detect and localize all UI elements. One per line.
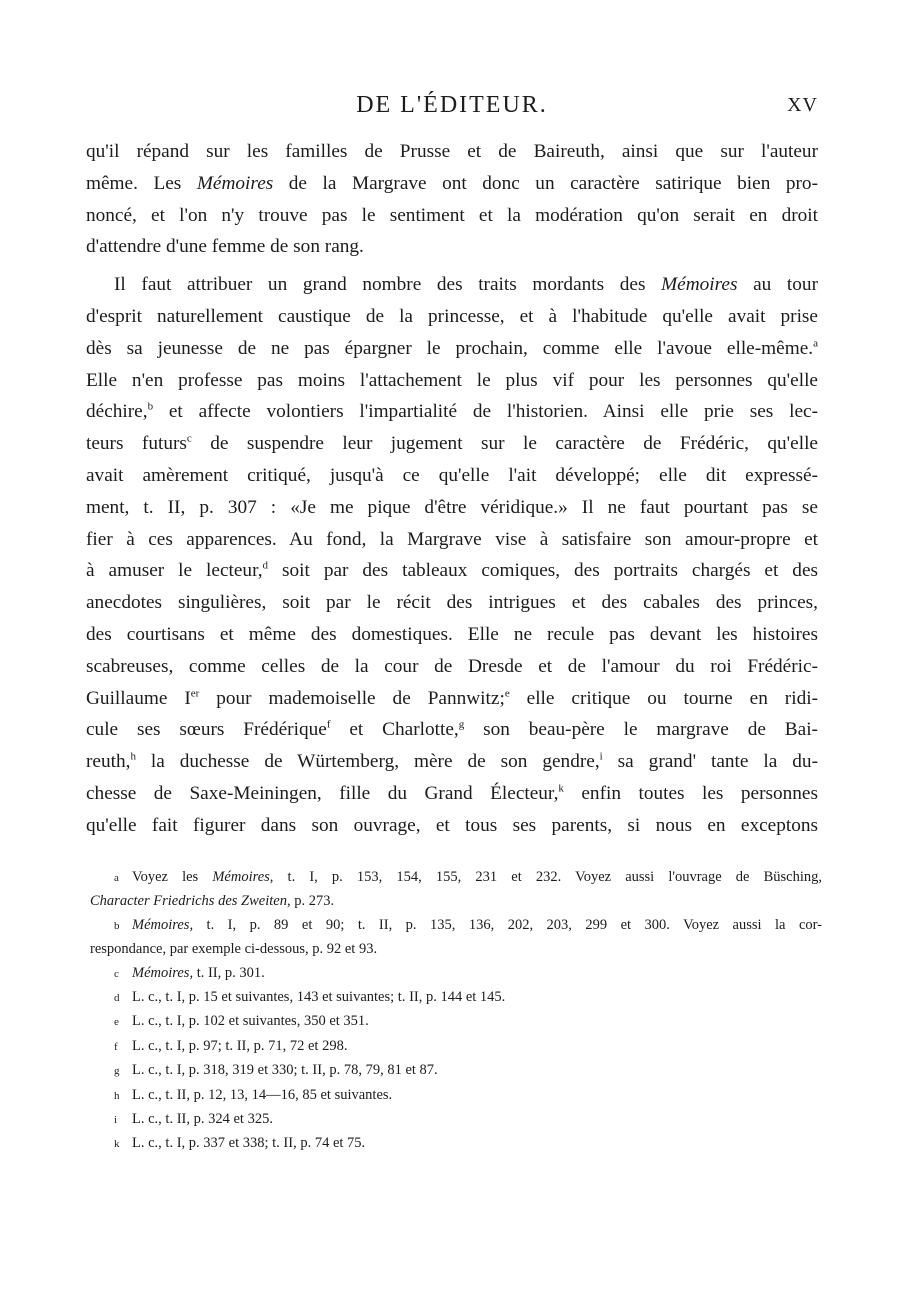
text-line: dès sa jeunesse de ne pas épargner le prochain, comme elle l'avoue elle-même.$^a$: [86, 337, 818, 359]
text-line: fier à ces apparences. Au fond, la Margrave vise à satisfaire son amour-propre et: [86, 528, 818, 550]
footnote-b: b Mémoires, t. I, p. 89 et 90; t. II, p. 135, 136, 202, 203, 299 et 300. Voyez aussi la cor-: [114, 916, 822, 933]
footnote-d: d L. c., t. I, p. 15 et suivantes, 143 et suivantes; t. II, p. 144 et 145.: [114, 989, 506, 1006]
footnotes: [86, 866, 822, 1157]
page-number: XV: [787, 94, 818, 116]
text-line: Guillaume Ier pour mademoiselle de Pannwitz;$^e$ elle critique ou tourne en ridi-: [86, 687, 818, 709]
footnote-ref[interactable]: b: [147, 400, 154, 413]
text-line: Elle n'en professe pas moins l'attachement le plus vif pour les personnes qu'elle: [86, 369, 818, 391]
footnote-ref[interactable]: f: [326, 718, 331, 731]
text-line: des courtisans et même des domestiques. Elle ne recule pas devant les histoires: [86, 623, 818, 645]
text-line: déchire,$^b$ et affecte volontiers l'impartialité de l'historien. Ainsi elle prie ses lec-: [86, 400, 818, 423]
text-line: chesse de Saxe-Meiningen, fille du Grand Électeur,$^k$ enfin toutes les personnes: [86, 782, 818, 804]
text-line: d'esprit naturellement caustique de la princesse, et à l'habitude qu'elle avait prise: [86, 305, 818, 327]
footnote-e: e L. c., t. I, p. 102 et suivantes, 350 et 351.: [114, 1013, 369, 1030]
text-line: même. Les Mémoires de la Margrave ont donc un caractère satirique bien pro-: [86, 172, 818, 194]
footnote-h: h L. c., t. II, p. 12, 13, 14—16, 85 et suivantes.: [114, 1086, 393, 1103]
footnote-ref[interactable]: a: [813, 337, 818, 350]
footnote-f: f L. c., t. I, p. 97; t. II, p. 71, 72 et 298.: [114, 1037, 348, 1054]
footnote-ref[interactable]: i: [599, 750, 603, 763]
footnote-a-cont: Character Friedrichs des Zweiten, p. 273.: [90, 893, 335, 910]
running-title: DE L'ÉDITEUR.: [356, 92, 548, 118]
text-line: cule ses sœurs Frédérique$^f$ et Charlotte,$^g$ son beau-père le margrave de Bai-: [86, 718, 818, 741]
text-line: à amuser le lecteur,$^d$ soit par des tableaux comiques, des portraits chargés et des: [86, 559, 819, 582]
text-line: qu'il répand sur les familles de Prusse et de Baireuth, ainsi que sur l'auteur: [86, 141, 818, 162]
text-line: ment, t. II, p. 307 : «Je me pique d'être véridique.» Il ne faut pourtant pas se: [86, 496, 818, 518]
footnote-i: i L. c., t. II, p. 324 et 325.: [114, 1111, 273, 1128]
footnote-ref[interactable]: e: [504, 687, 510, 700]
text-line: scabreuses, comme celles de la cour de Dresde et de l'amour du roi Frédéric-: [86, 655, 818, 677]
text-line: qu'elle fait figurer dans son ouvrage, et tous ses parents, si nous en exceptons: [86, 814, 818, 836]
footnote-ref[interactable]: c: [186, 432, 192, 445]
text-line: reuth,$^h$ la duchesse de Würtemberg, mère de son gendre,$^i$ sa grand' tante la du-: [86, 750, 818, 773]
footnote-a: a Voyez les Mémoires, t. I, p. 153, 154, 155, 231 et 232. Voyez aussi l'ouvrage de Büsching,: [114, 869, 822, 885]
text-line: noncé, et l'on n'y trouve pas le sentiment et la modération qu'on serait en droit: [86, 204, 818, 226]
footnote-ref[interactable]: k: [558, 782, 564, 795]
page-header: [86, 92, 818, 126]
footnote-k: k L. c., t. I, p. 337 et 338; t. II, p. 74 et 75.: [114, 1135, 366, 1152]
text-line: avait amèrement critiqué, jusqu'à ce qu'elle l'ait développé; elle dit expressé-: [86, 464, 818, 486]
footnote-ref[interactable]: g: [458, 718, 465, 731]
text-line: d'attendre d'une femme de son rang.: [86, 236, 364, 258]
footnote-ref[interactable]: d: [262, 559, 269, 572]
text-line: anecdotes singulières, soit par le récit des intrigues et des cabales des princes,: [86, 592, 818, 614]
footnote-c: c Mémoires, t. II, p. 301.: [114, 964, 265, 981]
footnote-b-cont: respondance, par exemple ci-dessous, p. 92 et 93.: [90, 941, 378, 958]
footnote-ref[interactable]: h: [130, 750, 136, 763]
footnote-g: g L. c., t. I, p. 318, 319 et 330; t. II, p. 78, 79, 81 et 87.: [114, 1062, 438, 1079]
main-text: [86, 136, 818, 842]
paragraph-start: Il faut attribuer un grand nombre des traits mordants des Mémoires au tour: [114, 274, 818, 296]
text-line: teurs futurs$^c$ de suspendre leur jugement sur le caractère de Frédéric, qu'elle: [86, 432, 818, 455]
